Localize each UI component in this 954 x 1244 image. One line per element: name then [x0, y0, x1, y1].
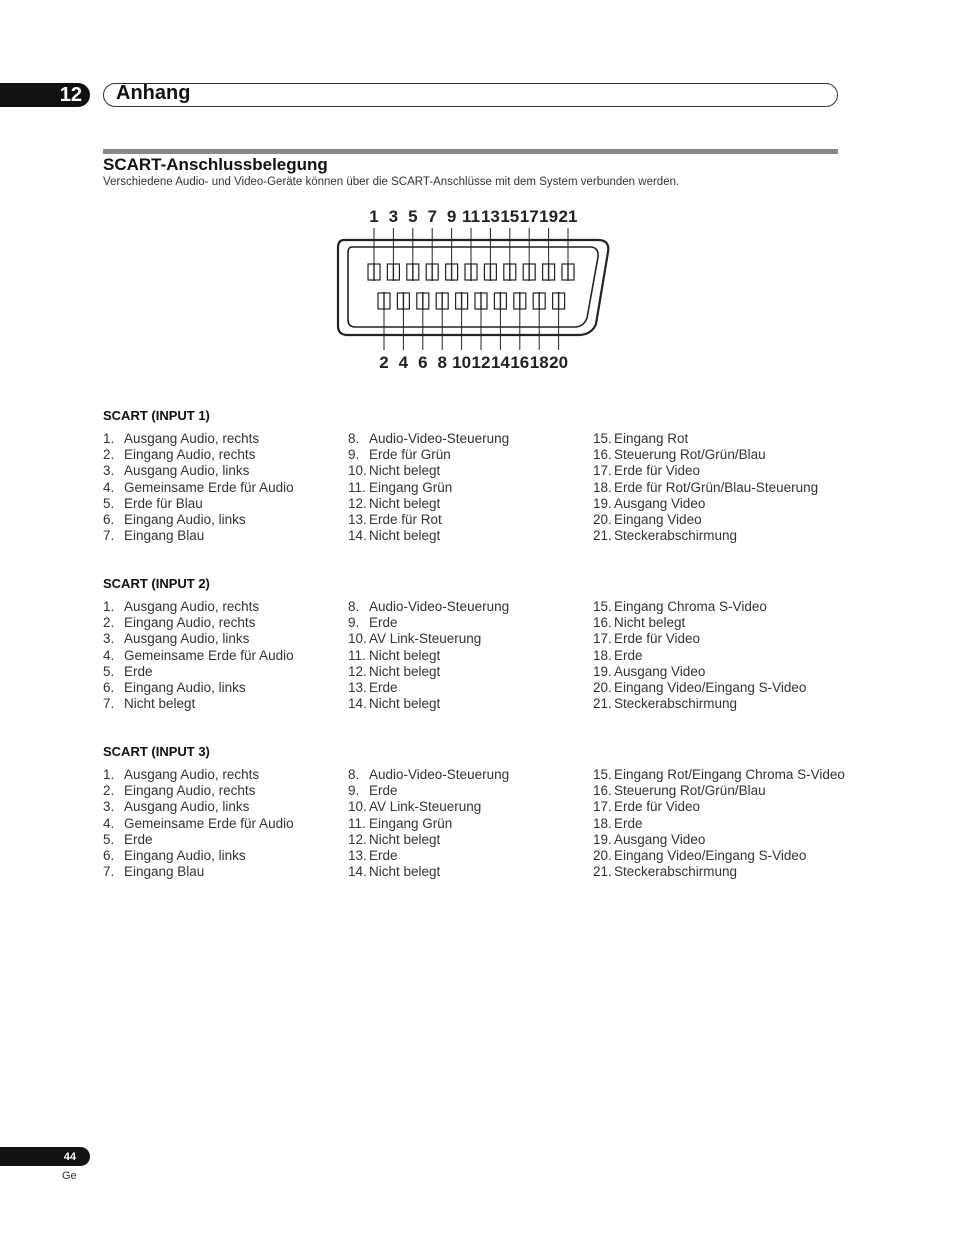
pin-description: Eingang Video/Eingang S-Video — [614, 848, 807, 864]
pin-description: Ausgang Video — [614, 663, 706, 679]
pin-description: Ausgang Video — [614, 495, 706, 511]
pin-item — [103, 832, 294, 848]
pin-description: Audio-Video-Steuerung — [369, 599, 510, 614]
pin-description: Nicht belegt — [369, 663, 441, 679]
chapter-number: 12 — [59, 83, 82, 106]
input-heading: SCART (INPUT 3) — [103, 744, 210, 759]
pin-item — [593, 799, 845, 815]
bottom-pin-label: 2 — [379, 353, 389, 372]
pin-item — [593, 664, 806, 680]
pin-number: 7. — [103, 696, 115, 712]
pin-number: 6. — [103, 848, 115, 864]
pin-item — [103, 864, 294, 880]
bottom-pin-label: 12 — [471, 353, 491, 372]
pin-description: Eingang Blau — [124, 528, 205, 544]
pin-item — [348, 648, 509, 664]
pin-description: Nicht belegt — [369, 528, 441, 544]
pin-item — [593, 832, 845, 848]
pin-number: 9. — [348, 615, 360, 631]
pin-item — [348, 447, 509, 463]
pin-description: Gemeinsame Erde für Audio — [124, 815, 294, 831]
pin-number: 15. — [593, 431, 612, 446]
section-rule — [103, 149, 838, 154]
pin-number: 5. — [103, 831, 115, 847]
pin-item — [348, 496, 509, 512]
pin-item — [103, 631, 294, 647]
pin-number: 18. — [593, 647, 612, 663]
pin-list — [593, 431, 818, 544]
pin-description: Eingang Audio, links — [124, 512, 246, 528]
pin-item — [103, 496, 294, 512]
pin-number: 3. — [103, 799, 115, 815]
pin-item — [103, 680, 294, 696]
pin-description: Eingang Rot/Eingang Chroma S-Video — [614, 767, 845, 782]
pin-description: Eingang Audio, rechts — [124, 447, 256, 463]
pin-item — [103, 783, 294, 799]
pin-number: 2. — [103, 615, 115, 631]
pin-list — [103, 599, 294, 712]
pin-description: Nicht belegt — [369, 864, 441, 880]
connector-inner-shell — [348, 247, 598, 327]
pin-list — [348, 599, 509, 712]
pin-item — [348, 816, 509, 832]
pin-description: Erde — [614, 647, 643, 663]
pin-number: 8. — [348, 431, 360, 446]
pin-description: Erde für Rot/Grün/Blau-Steuerung — [614, 479, 819, 495]
bottom-pin-label: 20 — [549, 353, 569, 372]
pin-description: Eingang Audio, rechts — [124, 615, 256, 631]
pin-item — [593, 496, 818, 512]
pin-item — [103, 599, 294, 615]
pin-description: Eingang Audio, links — [124, 680, 246, 696]
pin-item — [348, 528, 509, 544]
pin-description: AV Link-Steuerung — [369, 631, 482, 647]
pin-item — [348, 664, 509, 680]
pin-number: 21. — [593, 864, 612, 880]
pin-description: Ausgang Audio, links — [124, 799, 250, 815]
page-number-tab — [0, 1147, 90, 1166]
input-heading: SCART (INPUT 1) — [103, 408, 210, 423]
bottom-pin-label: 18 — [529, 353, 549, 372]
pin-item — [348, 767, 509, 783]
pin-description: Steckerabschirmung — [614, 864, 738, 880]
pin-item — [348, 783, 509, 799]
pin-number: 8. — [348, 599, 360, 614]
top-pin-label: 11 — [462, 207, 480, 226]
pin-item — [593, 631, 806, 647]
chapter-title-bar — [103, 83, 838, 107]
pin-number: 4. — [103, 815, 115, 831]
pin-item — [593, 512, 818, 528]
pin-item — [103, 512, 294, 528]
bottom-pin-label: 14 — [490, 353, 510, 372]
pin-number: 14. — [348, 528, 367, 544]
pin-number: 7. — [103, 864, 115, 880]
scart-connector-diagram — [330, 200, 620, 380]
top-pin-label: 21 — [558, 207, 578, 226]
pin-description: Erde — [369, 783, 398, 799]
chapter-title: Anhang — [116, 82, 191, 104]
pin-number: 10. — [348, 799, 367, 815]
pin-number: 16. — [593, 447, 612, 463]
pin-item — [103, 615, 294, 631]
pin-number: 16. — [593, 615, 612, 631]
pin-description: Erde — [369, 680, 398, 696]
pin-number: 20. — [593, 848, 612, 864]
pin-number: 20. — [593, 512, 612, 528]
pin-description: Erde — [614, 815, 643, 831]
pin-number: 16. — [593, 783, 612, 799]
pin-number: 19. — [593, 663, 612, 679]
pin-number: 19. — [593, 495, 612, 511]
pin-description: Audio-Video-Steuerung — [369, 431, 510, 446]
page-number: 44 — [63, 1150, 76, 1163]
pin-description: Eingang Audio, links — [124, 848, 246, 864]
pin-item — [593, 599, 806, 615]
pin-description: Ausgang Audio, links — [124, 631, 250, 647]
pin-number: 12. — [348, 831, 367, 847]
pin-description: Steuerung Rot/Grün/Blau — [614, 783, 766, 799]
pin-description: Erde — [124, 831, 153, 847]
pin-number: 12. — [348, 495, 367, 511]
pin-item — [348, 599, 509, 615]
pin-number: 5. — [103, 495, 115, 511]
pin-description: Gemeinsame Erde für Audio — [124, 479, 294, 495]
pin-number: 11. — [348, 479, 366, 495]
pin-item — [103, 480, 294, 496]
top-pin-label: 15 — [500, 207, 520, 226]
pin-description: Nicht belegt — [369, 831, 441, 847]
pin-item — [103, 528, 294, 544]
pin-number: 13. — [348, 848, 367, 864]
pin-description: Nicht belegt — [369, 463, 441, 479]
pin-number: 21. — [593, 528, 612, 544]
pin-item — [593, 615, 806, 631]
pin-item — [593, 431, 818, 447]
pin-item — [348, 799, 509, 815]
pin-item — [593, 848, 845, 864]
pin-item — [103, 816, 294, 832]
pin-number: 9. — [348, 447, 360, 463]
pin-description: Eingang Audio, rechts — [124, 783, 256, 799]
pin-description: Steckerabschirmung — [614, 696, 738, 712]
pin-description: Eingang Video — [614, 512, 702, 528]
section-title: SCART-Anschlussbelegung — [103, 155, 328, 174]
pin-number: 15. — [593, 599, 612, 614]
pin-item — [348, 848, 509, 864]
pin-description: Eingang Video/Eingang S-Video — [614, 680, 807, 696]
pin-description: Nicht belegt — [124, 696, 196, 712]
pin-description: Steuerung Rot/Grün/Blau — [614, 447, 766, 463]
top-pin-label: 19 — [539, 207, 559, 226]
top-pin-label: 1 — [369, 207, 379, 226]
pin-number: 10. — [348, 631, 367, 647]
pin-list — [348, 431, 509, 544]
pin-description: Ausgang Audio, rechts — [124, 599, 260, 614]
pin-item — [103, 696, 294, 712]
pin-item — [348, 480, 509, 496]
pin-item — [103, 664, 294, 680]
top-pin-label: 7 — [427, 207, 437, 226]
pin-item — [593, 528, 818, 544]
pin-number: 11. — [348, 815, 366, 831]
pin-item — [593, 648, 806, 664]
pin-description: Erde für Blau — [124, 495, 203, 511]
pin-number: 6. — [103, 680, 115, 696]
pin-item — [593, 680, 806, 696]
pin-description: Erde für Video — [614, 463, 701, 479]
pin-number: 19. — [593, 831, 612, 847]
bottom-pin-label: 10 — [452, 353, 472, 372]
pin-description: Eingang Grün — [369, 815, 453, 831]
bottom-pin-label: 16 — [510, 353, 530, 372]
pin-item — [103, 848, 294, 864]
top-pin-label: 9 — [446, 207, 457, 226]
pin-number: 7. — [103, 528, 115, 544]
bottom-pin-label: 6 — [418, 353, 428, 372]
pin-number: 3. — [103, 463, 115, 479]
pin-description: Ausgang Audio, rechts — [124, 767, 260, 782]
chapter-number-tab — [0, 83, 90, 107]
pin-number: 17. — [593, 631, 612, 647]
pin-item — [348, 631, 509, 647]
pin-description: Ausgang Audio, links — [124, 463, 250, 479]
pin-description: Eingang Chroma S-Video — [614, 599, 767, 614]
pin-number: 1. — [103, 599, 115, 614]
pin-item — [348, 463, 509, 479]
pin-number: 15. — [593, 767, 612, 782]
pin-number: 12. — [348, 663, 367, 679]
pin-list — [593, 599, 806, 712]
pin-item — [593, 816, 845, 832]
pin-item — [348, 615, 509, 631]
pin-item — [348, 864, 509, 880]
pin-item — [103, 648, 294, 664]
pin-item — [593, 463, 818, 479]
pin-number: 21. — [593, 696, 612, 712]
pin-description: Erde — [369, 848, 398, 864]
section-intro: Verschiedene Audio- und Video-Geräte können über die SCART-Anschlüsse mit dem System verbunden werden. — [103, 176, 680, 188]
pin-number: 13. — [348, 512, 367, 528]
pin-number: 14. — [348, 696, 367, 712]
pin-item — [348, 696, 509, 712]
language-code: Ge — [62, 1170, 77, 1182]
pin-item — [348, 512, 509, 528]
input-heading: SCART (INPUT 2) — [103, 576, 210, 591]
pin-description: Eingang Rot — [614, 431, 689, 446]
pin-number: 20. — [593, 680, 612, 696]
pin-list — [348, 767, 509, 880]
pin-description: Audio-Video-Steuerung — [369, 767, 510, 782]
pin-number: 1. — [103, 767, 115, 782]
pin-item — [103, 463, 294, 479]
pin-number: 1. — [103, 431, 115, 446]
pin-list — [593, 767, 845, 880]
pin-number: 10. — [348, 463, 367, 479]
pin-number: 2. — [103, 783, 115, 799]
pin-number: 4. — [103, 647, 115, 663]
pin-item — [593, 447, 818, 463]
pin-item — [593, 767, 845, 783]
pin-item — [593, 783, 845, 799]
bottom-pin-label: 8 — [437, 353, 447, 372]
pin-number: 18. — [593, 815, 612, 831]
pin-description: Steckerabschirmung — [614, 528, 738, 544]
pin-item — [348, 832, 509, 848]
pin-description: Ausgang Audio, rechts — [124, 431, 260, 446]
pin-description: Nicht belegt — [369, 696, 441, 712]
pin-number: 8. — [348, 767, 360, 782]
pin-list — [103, 431, 294, 544]
top-pin-label: 13 — [480, 207, 500, 226]
pin-item — [103, 431, 294, 447]
pin-number: 17. — [593, 463, 612, 479]
pin-item — [348, 431, 509, 447]
pin-description: Erde für Rot — [369, 512, 442, 528]
pin-description: Erde für Video — [614, 631, 701, 647]
pin-item — [103, 799, 294, 815]
pin-number: 9. — [348, 783, 360, 799]
bottom-pin-label: 4 — [398, 353, 409, 372]
pin-description: Nicht belegt — [614, 615, 686, 631]
pin-description: Erde — [124, 663, 153, 679]
pin-number: 13. — [348, 680, 367, 696]
top-pin-label: 5 — [408, 207, 418, 226]
pin-description: Gemeinsame Erde für Audio — [124, 647, 294, 663]
pin-number: 14. — [348, 864, 367, 880]
pin-number: 6. — [103, 512, 115, 528]
pin-number: 18. — [593, 479, 612, 495]
pin-description: Erde für Grün — [369, 447, 451, 463]
top-pin-label: 3 — [388, 207, 399, 226]
pin-number: 4. — [103, 479, 115, 495]
pin-item — [348, 680, 509, 696]
pin-description: Nicht belegt — [369, 495, 441, 511]
pin-description: Erde für Video — [614, 799, 701, 815]
pin-item — [103, 767, 294, 783]
top-pin-label: 17 — [519, 207, 539, 226]
pin-item — [593, 696, 806, 712]
pin-description: AV Link-Steuerung — [369, 799, 482, 815]
pin-item — [593, 480, 818, 496]
pin-item — [593, 864, 845, 880]
pin-number: 2. — [103, 447, 115, 463]
pin-description: Eingang Blau — [124, 864, 205, 880]
pin-number: 3. — [103, 631, 115, 647]
pin-list — [103, 767, 294, 880]
pin-description: Ausgang Video — [614, 831, 706, 847]
pin-description: Nicht belegt — [369, 647, 441, 663]
pin-number: 17. — [593, 799, 612, 815]
pin-description: Erde — [369, 615, 398, 631]
pin-item — [103, 447, 294, 463]
pin-number: 11. — [348, 647, 366, 663]
pin-description: Eingang Grün — [369, 479, 453, 495]
pin-number: 5. — [103, 663, 115, 679]
